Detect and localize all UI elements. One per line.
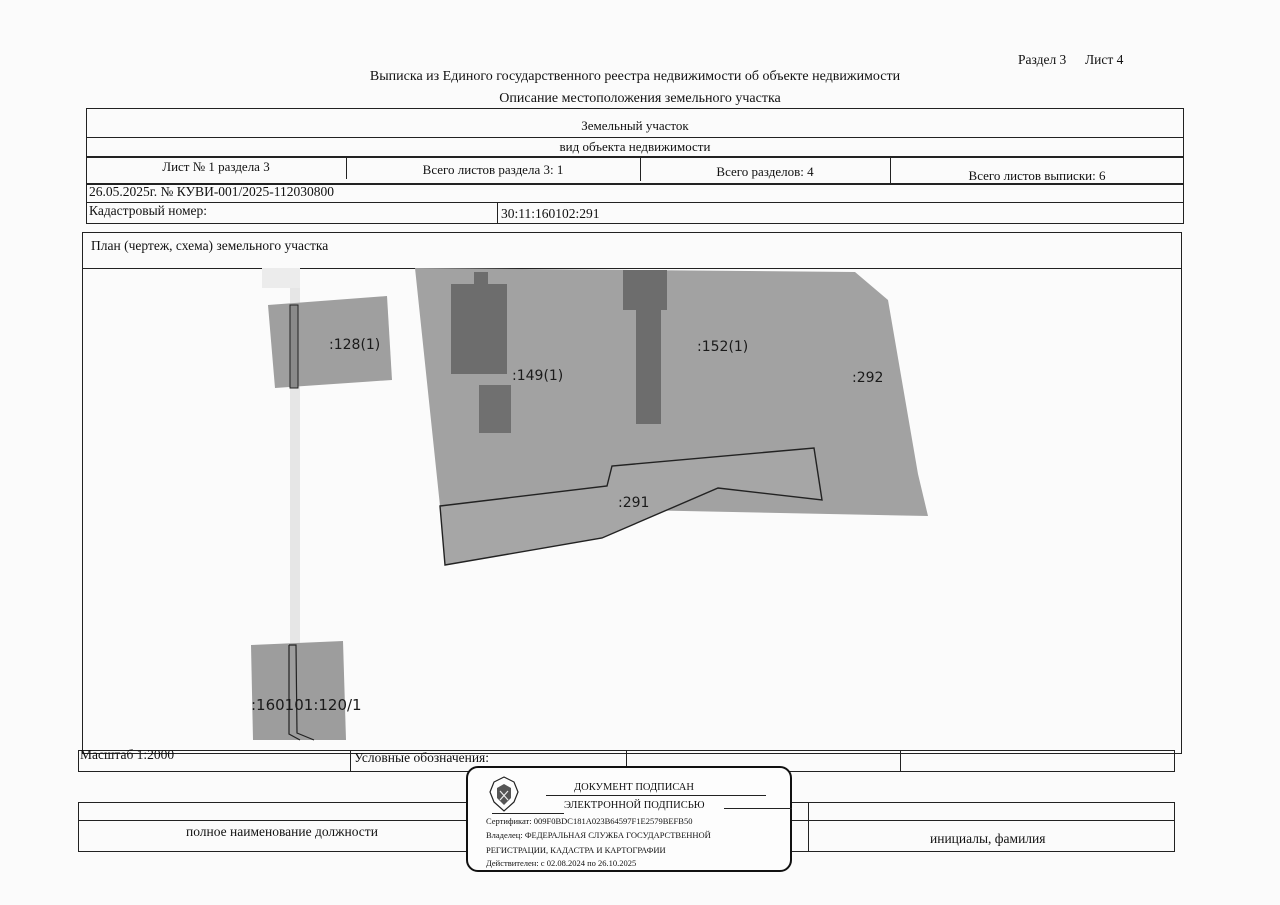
document-subtitle: Описание местоположения земельного участка (499, 91, 781, 106)
document-title: Выписка из Единого государственного реестра недвижимости об объекте недвижимости (369, 69, 901, 84)
stamp-certificate: Сертификат: 009F0BDC181A023B64597F1E2579BEFB50 (486, 816, 693, 826)
building-149-top (474, 272, 488, 286)
rosreestr-emblem-icon (484, 774, 524, 814)
legend-label: Условные обозначения: (354, 750, 490, 765)
stamp-owner2: РЕГИСТРАЦИИ, КАДАСТРА И КАРТОГРАФИИ (486, 845, 666, 855)
parcel-label-120: :160101:120/1 (251, 696, 362, 714)
sections-total: Всего разделов: 4 (716, 164, 814, 179)
e-signature-stamp (466, 766, 792, 872)
plan-title: План (чертеж, схема) земельного участка (91, 238, 329, 253)
building-152-b (636, 310, 661, 424)
sheet-number: Лист 4 (1085, 52, 1124, 67)
sheets-in-section: Всего листов раздела 3: 1 (422, 162, 564, 177)
sheet-no: Лист № 1 раздела 3 (162, 159, 270, 174)
stamp-line1: ДОКУМЕНТ ПОДПИСАН (574, 782, 694, 793)
road-strip-top (262, 268, 300, 288)
parcel-label-291: :291 (618, 495, 650, 511)
parcel-label-292: :292 (852, 370, 884, 386)
building-149-b (479, 385, 511, 433)
name-caption: инициалы, фамилия (930, 831, 1046, 846)
building-149-a (451, 284, 507, 374)
parcel-label-152: :152(1) (697, 339, 749, 355)
object-type: Земельный участок (581, 118, 689, 133)
scale: Масштаб 1:2000 (80, 747, 175, 762)
building-152-a (623, 270, 667, 310)
stamp-validity: Действителен: с 02.08.2024 по 26.10.2025 (486, 858, 637, 868)
cadastral-label: Кадастровый номер: (89, 203, 208, 218)
parcel-label-128: :128(1) (329, 337, 381, 353)
position-caption: полное наименование должности (186, 824, 378, 839)
parcel-128-strip (290, 305, 298, 388)
sheets-total: Всего листов выписки: 6 (968, 168, 1106, 183)
section-number: Раздел 3 (1018, 52, 1067, 67)
parcel-label-149: :149(1) (512, 368, 564, 384)
object-type-caption: вид объекта недвижимости (559, 139, 711, 154)
stamp-line2: ЭЛЕКТРОННОЙ ПОДПИСЬЮ (564, 800, 705, 811)
document-ref: 26.05.2025г. № КУВИ-001/2025-112030800 (89, 184, 335, 199)
stamp-owner1: Владелец: ФЕДЕРАЛЬНАЯ СЛУЖБА ГОСУДАРСТВЕННОЙ (486, 830, 711, 840)
cadastral-number: 30:11:160102:291 (501, 206, 600, 221)
parcel-120-shape (251, 641, 346, 740)
